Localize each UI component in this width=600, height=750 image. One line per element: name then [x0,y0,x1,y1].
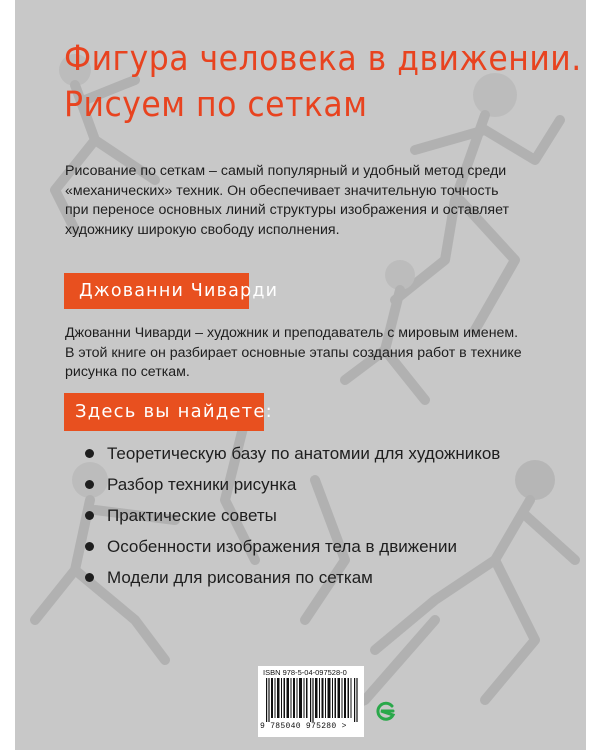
author-bio-line: рисунка по сеткам. [65,364,190,380]
list-item [85,443,505,464]
author-bio-line: В этой книге он разбирает основные этапы создания работ в технике [65,344,522,361]
list-item-label: Модели для рисования по сеткам [107,568,373,587]
barcode-digits: 9 785040 975280 > [260,722,347,731]
features-list [85,443,505,598]
bullet-icon [85,480,94,489]
barcode-icon [266,678,358,722]
bullet-icon [85,449,94,458]
isbn-barcode-box [258,666,364,737]
list-item-label: Особенности изображения тела в движении [107,537,457,556]
intro-line: при переносе основных линий структуры изображения и оставляет [65,202,509,218]
author-bio-line: Джованни Чиварди – художник и преподаватель с мировым именем. [65,325,519,341]
author-name-badge: Джованни Чиварди [64,273,249,309]
list-item-label: Разбор техники рисунка [107,475,297,494]
intro-line: художнику широкую свободу исполнения. [65,221,340,238]
features-heading-badge: Здесь вы найдете: [64,393,264,431]
title-line-1: Фигура человека в движении. [64,39,582,79]
list-item [85,505,505,526]
list-item-label: Теоретическую базу по анатомии для художников [107,444,501,463]
list-item [85,536,505,557]
title-line-2: Рисуем по сеткам [64,85,368,125]
bullet-icon [85,511,94,520]
intro-line: Рисование по сеткам – самый популярный и удобный метод среди [65,163,507,179]
intro-line: «механических» техник. Он обеспечивает значительную точность [65,182,499,199]
intro-paragraph [65,162,535,240]
author-bio-paragraph [65,324,545,383]
list-item-label: Практические советы [107,506,277,525]
list-item [85,474,505,495]
publisher-logo-icon [375,700,397,722]
book-title [64,36,582,128]
bullet-icon [85,542,94,551]
isbn-label: ISBN 978-5-04-097528-0 [263,668,347,677]
list-item [85,567,505,588]
book-back-cover [15,0,586,750]
bullet-icon [85,573,94,582]
